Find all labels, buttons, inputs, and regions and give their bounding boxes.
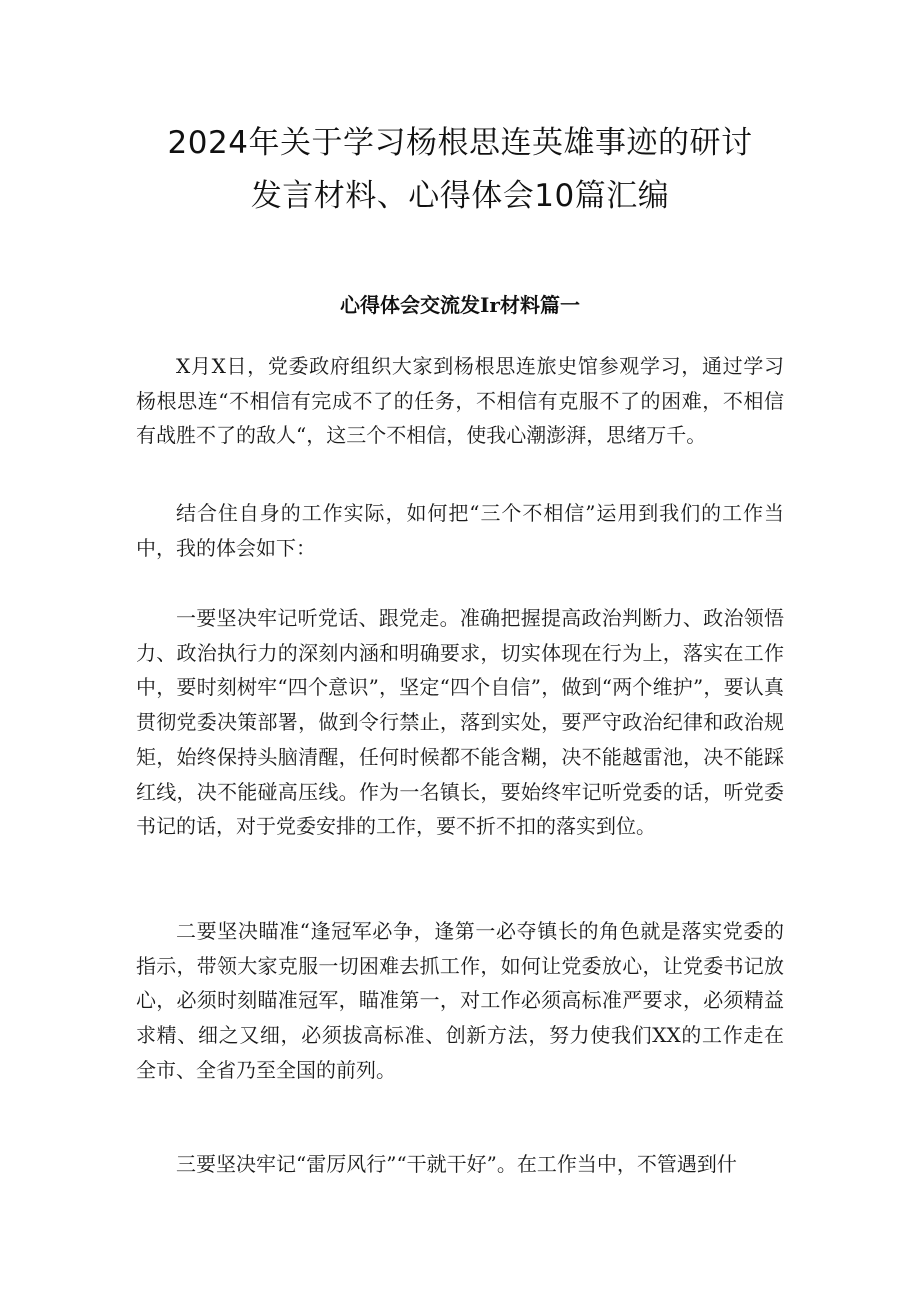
paragraph-5: 三要坚决牢记“雷厉风行”“干就干好”。在工作当中，不管遇到什 [176,1152,737,1176]
paragraph-3: 一要坚决牢记听党话、跟党走。准确把握提高政治判断力、政治领悟力、政治执行力的深刻内涵和明确要求，切实体现在行为上，落实在工作中，要时刻树牢“四个意识”，坚定“四个自信”，做到“两个维护”，要认真贯彻党委决策部署，做到令行禁止，落到实处，要严守政治纪律和政治规矩，始终保持头脑清醒，任何时候都不能含糊，决不能越雷池，决不能踩红线，决不能碰高压线。作为一名镇长，要始终牢记听党委的话，听党委书记的话，对于党委安排的工作，要不折不扣的落实到位。 [136,606,784,839]
document-title-line-1: 2024年关于学习杨根思连英雄事迹的研讨 [167,125,753,161]
paragraph-4: 二要坚决瞄准“逢冠军必争，逢第一必夺镇长的角色就是落实党委的指示，带领大家克服一切困难去抓工作，如何让党委放心，让党委书记放心，必须时刻瞄准冠军，瞄准第一，对工作必须高标准严要求，必须精益求精、细之又细，必须拔高标准、创新方法，努力使我们XX的工作走在全市、全省乃至全国的前列。 [136,919,784,1082]
document-title-line-2: 发言材料、心得体会10篇汇编 [250,178,670,214]
section-heading: 心得体会交流发Ir材料篇一 [340,293,580,317]
paragraph-2: 结合住自身的工作实际，如何把“三个不相信”运用到我们的工作当中，我的体会如下： [136,501,784,560]
paragraph-1: X月X日，党委政府组织大家到杨根思连旅史馆参观学习，通过学习杨根思连“不相信有完成不了的任务，不相信有克服不了的困难，不相信有战胜不了的敌人“，这三个不相信，使我心潮澎湃，思绪万千。 [136,354,784,448]
